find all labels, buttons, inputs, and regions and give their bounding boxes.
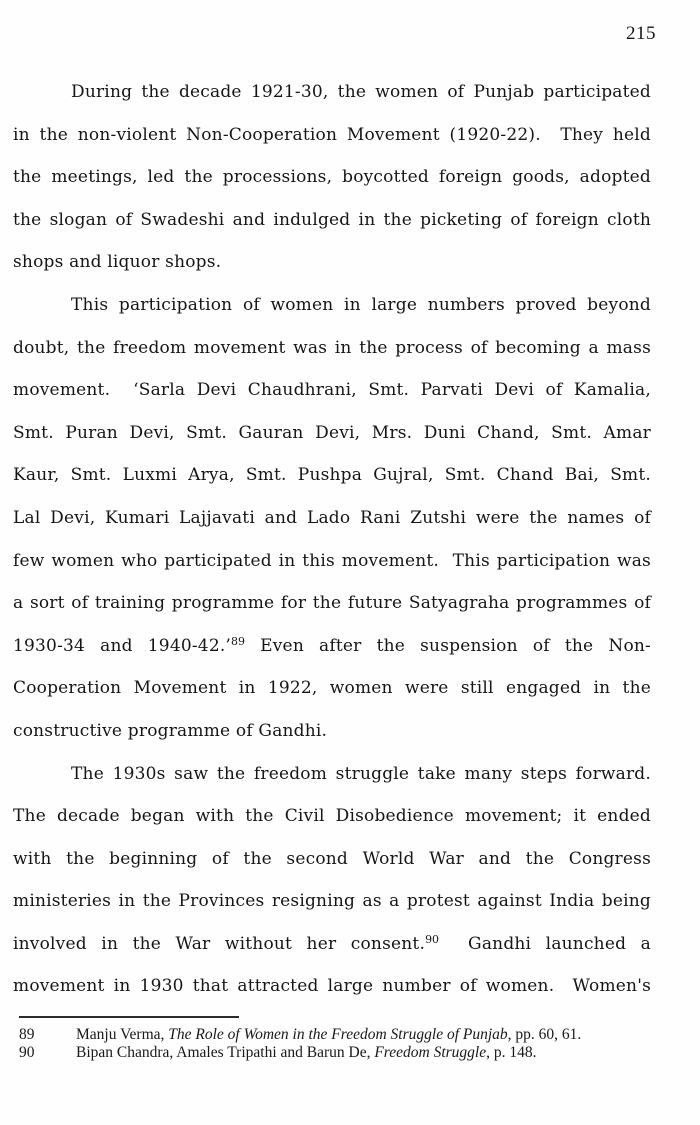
text-line bbox=[13, 625, 651, 668]
text-line: the meetings, led the processions, boycotted foreign goods, adopted bbox=[13, 167, 651, 188]
text-line: This participation of women in large numbers proved beyond bbox=[71, 294, 651, 315]
body-text bbox=[13, 71, 651, 1008]
footnotes-section bbox=[19, 1026, 681, 1061]
text-line: Cooperation Movement in 1922, women were still engaged in the bbox=[13, 678, 651, 699]
footnote-number: 90 bbox=[19, 1043, 35, 1061]
line-text: 1930-34 and 1940-42.’ bbox=[13, 635, 232, 656]
text-line: a sort of training programme for the future Satyagraha programmes of bbox=[13, 593, 651, 614]
footnote-author: Bipan Chandra, Amales Tripathi and Barun De, bbox=[76, 1043, 375, 1061]
footnote-author: Manju Verma, bbox=[76, 1026, 169, 1043]
footnote-book-title: Freedom Struggle bbox=[374, 1043, 487, 1061]
text-line: The decade began with the Civil Disobedience movement; it ended bbox=[13, 806, 651, 827]
footnote-text bbox=[76, 1044, 681, 1062]
footnote-ref-89: 89 bbox=[231, 634, 246, 648]
footnote-item bbox=[19, 1026, 681, 1044]
text-line: The 1930s saw the freedom struggle take many steps forward. bbox=[71, 763, 651, 784]
text-line: constructive programme of Gandhi. bbox=[13, 720, 328, 741]
footnote-ref-90: 90 bbox=[425, 932, 440, 946]
text-line: Smt. Puran Devi, Smt. Gauran Devi, Mrs. Duni Chand, Smt. Amar bbox=[13, 422, 651, 443]
text-line: During the decade 1921-30, the women of Punjab participated bbox=[71, 82, 651, 102]
text-line bbox=[13, 923, 651, 966]
footnote-separator bbox=[19, 1016, 239, 1018]
text-line: Kaur, Smt. Luxmi Arya, Smt. Pushpa Gujral, Smt. Chand Bai, Smt. bbox=[13, 465, 651, 486]
text-line: shops and liquor shops. bbox=[13, 252, 222, 273]
text-line: Lal Devi, Kumari Lajjavati and Lado Rani Zutshi were the names of bbox=[13, 507, 651, 528]
text-line: doubt, the freedom movement was in the process of becoming a mass bbox=[13, 337, 651, 358]
page-number: 215 bbox=[626, 23, 656, 44]
footnote-book-title: The Role of Women in the Freedom Struggle of Punjab bbox=[168, 1026, 508, 1043]
text-line: with the beginning of the second World War and the Congress bbox=[13, 848, 651, 869]
footnote-text bbox=[76, 1026, 681, 1044]
footnote-pages: , pp. 60, 61. bbox=[507, 1026, 582, 1043]
text-line: the slogan of Swadeshi and indulged in the picketing of foreign cloth bbox=[13, 209, 651, 230]
line-text: Gandhi launched a bbox=[439, 933, 651, 954]
footnote-number: 89 bbox=[19, 1026, 35, 1043]
text-line: few women who participated in this movement. This participation was bbox=[13, 550, 651, 571]
text-line: ministeries in the Provinces resigning as a protest against India being bbox=[13, 891, 651, 912]
line-text: involved in the War without her consent. bbox=[13, 933, 426, 954]
text-line: movement. ‘Sarla Devi Chaudhrani, Smt. Parvati Devi of Kamalia, bbox=[13, 380, 651, 401]
footnote-pages: , p. 148. bbox=[486, 1043, 537, 1061]
line-text: Even after the suspension of the Non- bbox=[245, 635, 652, 656]
footnote-item bbox=[19, 1044, 681, 1062]
text-line: in the non-violent Non-Cooperation Movement (1920-22). They held bbox=[13, 124, 651, 145]
text-line: movement in 1930 that attracted large number of women. Women's bbox=[13, 976, 651, 997]
